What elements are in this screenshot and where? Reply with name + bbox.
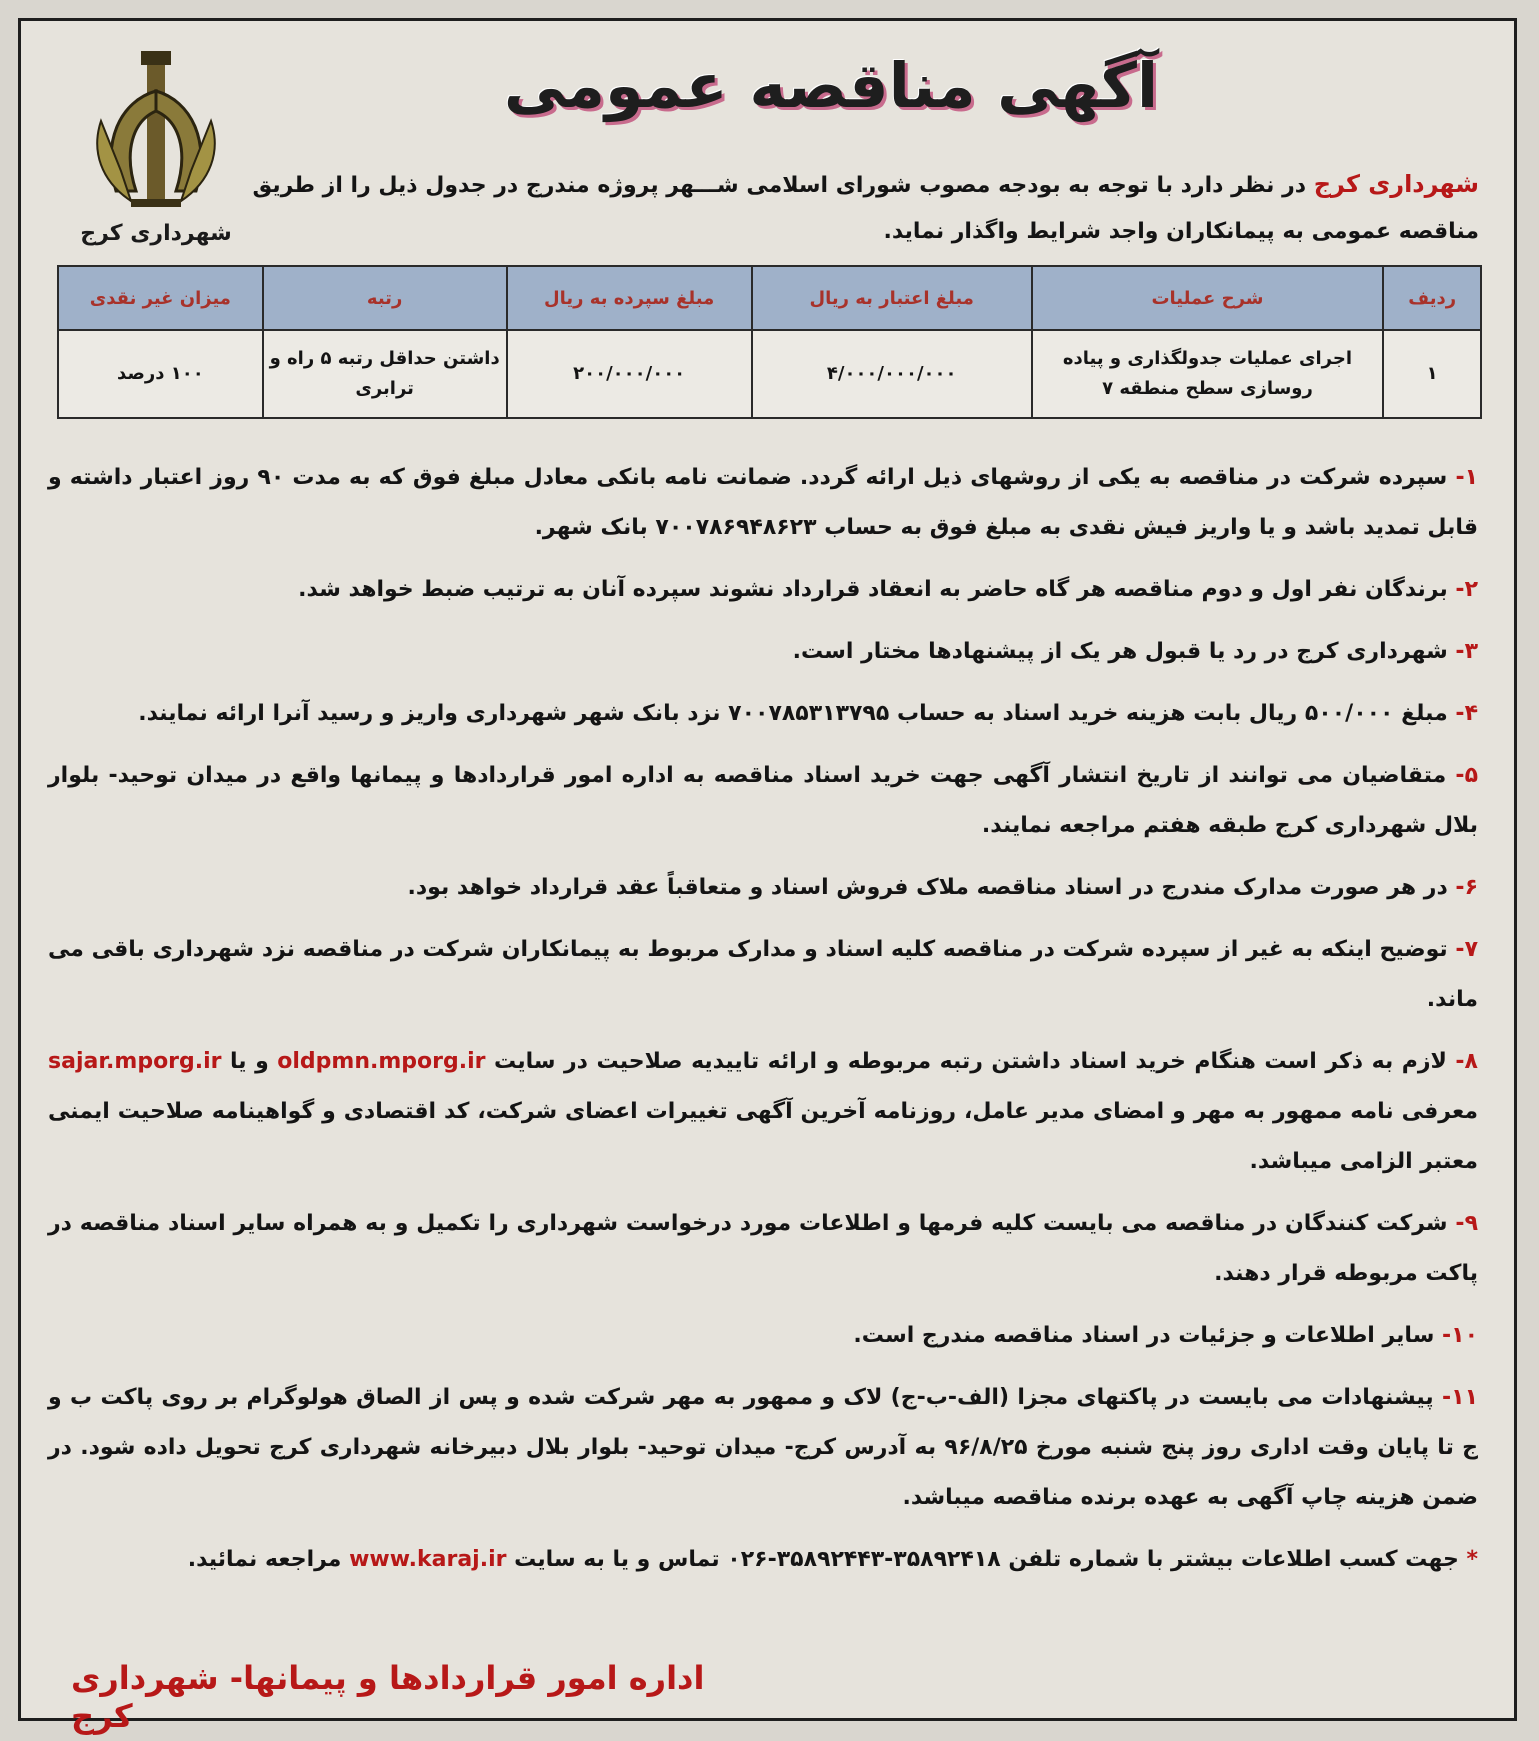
clause-text-mid: و یا: [221, 1049, 278, 1074]
clause-4: [48, 689, 1478, 739]
clause-2: [48, 565, 1478, 615]
clause-text: سپرده شرکت در مناقصه به یکی از روشهای ذیل ارائه گردد. ضمانت نامه بانکی معادل مبلغ فوق که به مدت ۹۰ روز اعتبار داشته و قابل تمدید باشد و یا واریز فیش نقدی به مبلغ فوق به حساب ۷۰۰۷۸۶۹۴۸۶۲۳ بانک شهر.: [48, 465, 1478, 540]
column-header-non-cash: میزان غیر نقدی: [58, 266, 263, 330]
clause-number: ۵-: [1455, 763, 1478, 788]
cell-description: اجرای عملیات جدولگذاری و پیاده روسازی سطح منطقه ۷: [1032, 330, 1384, 418]
cell-grade: داشتن حداقل رتبه ۵ راه و ترابری: [263, 330, 507, 418]
advertisement-page: [18, 18, 1517, 1735]
clause-text: مبلغ ۵۰۰/۰۰۰ ریال بابت هزینه خرید اسناد به حساب ۷۰۰۷۸۵۳۱۳۷۹۵ نزد بانک شهر شهرداری واریز و رسید آنرا ارائه نمایند.: [138, 701, 1456, 726]
clause-number: ۱۱-: [1442, 1385, 1478, 1410]
clause-3: [48, 627, 1478, 677]
clause-number: ۴-: [1455, 701, 1478, 726]
clause-text: متقاضیان می توانند از تاریخ انتشار آگهی جهت خرید اسناد مناقصه به اداره امور قراردادها و پیمانها واقع در میدان توحید- بلوار بلال شهرداری کرج طبقه هفتم مراجعه نمایند.: [48, 763, 1478, 838]
footer-signature: اداره امور قراردادها و پیمانها- شهرداری کرج: [71, 1659, 705, 1735]
clause-text-tail: معرفی نامه ممهور به مهر و امضای مدیر عامل، روزنامه آخرین آگهی تغییرات اعضای شرکت، کد اقتصادی و گواهینامه صلاحیت ایمنی معتبر الزامی میباشد.: [48, 1099, 1478, 1174]
clause-10: [48, 1311, 1478, 1361]
tender-table: [57, 265, 1482, 419]
cell-row-number: ۱: [1383, 330, 1481, 418]
table-header-row: [58, 266, 1481, 330]
conditions-list: [48, 453, 1478, 1585]
clause-text: لازم به ذکر است هنگام خرید اسناد داشتن رتبه مربوطه و ارائه تاییدیه صلاحیت در سایت: [485, 1049, 1456, 1074]
clause-text: شهرداری کرج در رد یا قبول هر یک از پیشنهادها مختار است.: [792, 639, 1456, 664]
clause-text: شرکت کنندگان در مناقصه می بایست کلیه فرمها و اطلاعات مورد درخواست شهرداری را تکمیل و به همراه سایر اسناد مناقصه در پاکت مربوطه قرار دهند.: [48, 1211, 1478, 1286]
cell-non-cash: ۱۰۰ درصد: [58, 330, 263, 418]
column-header-description: شرح عملیات: [1032, 266, 1384, 330]
website-link-oldpmn[interactable]: oldpmn.mporg.ir: [277, 1049, 486, 1074]
column-header-row-number: ردیف: [1383, 266, 1481, 330]
contact-tail: مراجعه نمائید.: [187, 1547, 350, 1572]
clause-11: [48, 1373, 1478, 1523]
asterisk-icon: *: [1466, 1547, 1478, 1572]
clause-number: ۲-: [1455, 577, 1478, 602]
contact-info: [48, 1535, 1478, 1585]
clause-8: [48, 1037, 1478, 1187]
column-header-deposit-amount: مبلغ سپرده به ریال: [507, 266, 752, 330]
karaj-municipality-logo: [61, 31, 251, 261]
clause-9: [48, 1199, 1478, 1299]
cell-credit-amount: ۴/۰۰۰/۰۰۰/۰۰۰: [752, 330, 1032, 418]
clause-text: در هر صورت مدارک مندرج در اسناد مناقصه ملاک فروش اسناد و متعاقباً عقد قرارداد خواهد بود.: [407, 875, 1456, 900]
logo-caption: شهرداری کرج: [80, 221, 232, 246]
clause-number: ۹-: [1455, 1211, 1478, 1236]
clause-6: [48, 863, 1478, 913]
clause-number: ۳-: [1455, 639, 1478, 664]
column-header-grade: رتبه: [263, 266, 507, 330]
website-link-sajar[interactable]: sajar.mporg.ir: [48, 1049, 222, 1074]
clause-text: سایر اطلاعات و جزئیات در اسناد مناقصه مندرج است.: [853, 1323, 1442, 1348]
clause-text: پیشنهادات می بایست در پاکتهای مجزا (الف-ب-ج) لاک و ممهور به مهر شرکت شده و پس از الصاق هولوگرام بر روی پاکت ب و ج تا پایان وقت اداری روز پنج شنبه مورخ ۹۶/۸/۲۵ به آدرس کرج- میدان توحید- بلوار بلال دبیرخانه شهرداری کرج تحویل داده شود. در ضمن هزینه چاپ آگهی به عهده برنده مناقصه میباشد.: [48, 1385, 1478, 1510]
tulip-emblem-icon: [61, 31, 251, 216]
cell-deposit-amount: ۲۰۰/۰۰۰/۰۰۰: [507, 330, 752, 418]
intro-organization: شهرداری کرج: [1313, 170, 1479, 198]
clause-5: [48, 751, 1478, 851]
clause-number: ۶-: [1455, 875, 1478, 900]
column-header-credit-amount: مبلغ اعتبار به ریال: [752, 266, 1032, 330]
clause-number: ۱۰-: [1442, 1323, 1478, 1348]
clause-1: [48, 453, 1478, 553]
clause-text: برندگان نفر اول و دوم مناقصه هر گاه حاضر به انعقاد قرارداد نشوند سپرده آنان به ترتیب ضبط خواهد شد.: [298, 577, 1456, 602]
clause-7: [48, 925, 1478, 1025]
intro-text: در نظر دارد با توجه به بودجه مصوب شورای اسلامی شـــهر پروژه مندرج در جدول ذیل را از طریق مناقصه عمومی به پیمانکاران واجد شرایط واگذار نماید.: [252, 173, 1479, 244]
clause-number: ۷-: [1455, 937, 1478, 962]
table-row: [58, 330, 1481, 418]
website-link-karaj[interactable]: www.karaj.ir: [349, 1547, 507, 1572]
clause-text: توضیح اینکه به غیر از سپرده شرکت در مناقصه کلیه اسناد و مدارک مربوط به پیمانکاران شرکت در مناقصه نزد شهرداری باقی می ماند.: [48, 937, 1478, 1012]
intro-paragraph: [239, 161, 1479, 255]
page-title: آگهی مناقصه عمومی: [503, 49, 1159, 122]
clause-number: ۱-: [1455, 465, 1479, 490]
clause-number: ۸-: [1455, 1049, 1478, 1074]
contact-text: جهت کسب اطلاعات بیشتر با شماره تلفن ۳۵۸۹۲۴۱۸-۳۵۸۹۲۴۴۳-۰۲۶ تماس و یا به سایت: [506, 1547, 1467, 1572]
